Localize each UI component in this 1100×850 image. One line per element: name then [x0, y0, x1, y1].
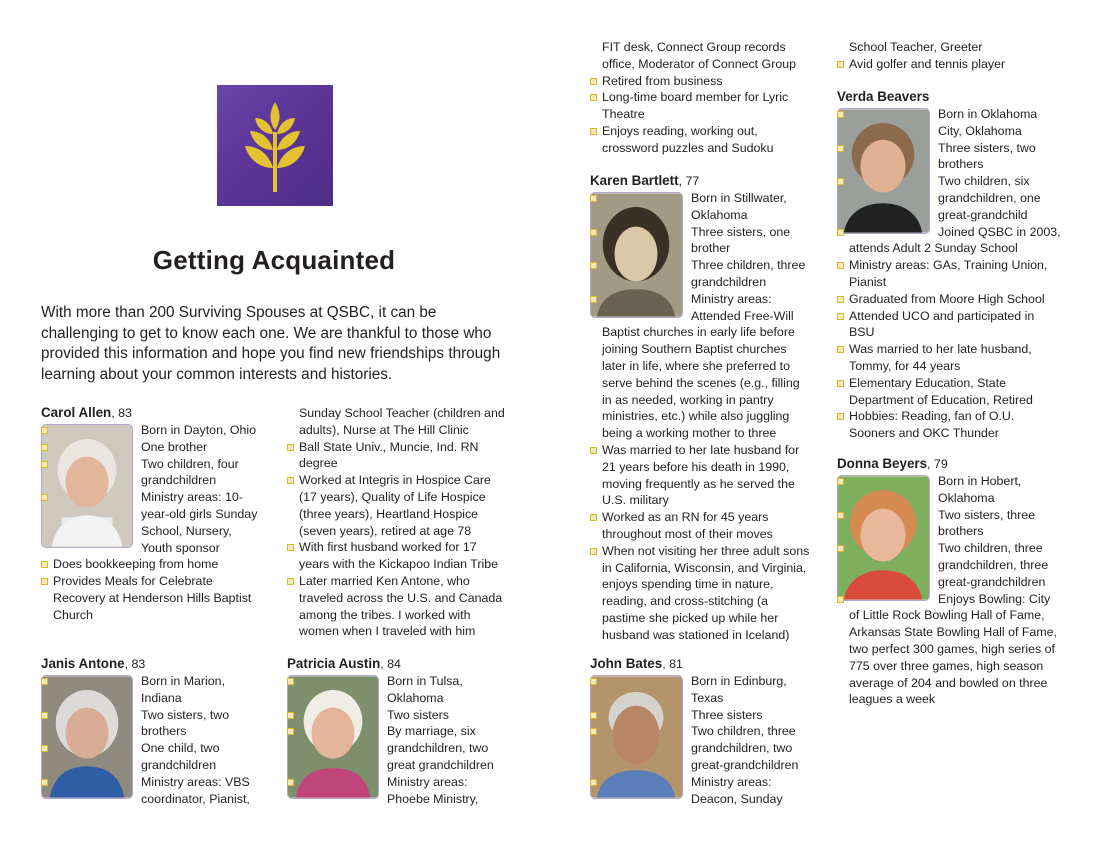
profile-name: Patricia Austin — [287, 656, 381, 671]
list-item: Two sisters, three brothers — [837, 507, 1061, 541]
list-item: Three children, three grandchildren — [590, 257, 812, 291]
list-item: With first husband worked for 17 years with the Kickapoo Indian Tribe — [287, 539, 507, 573]
list-item: Worked at Integris in Hospice Care (17 years), Quality of Life Hospice (three years), Heartland Hospice (seven years), retired at age 78 — [287, 472, 507, 539]
list-item: Ministry areas: Phoebe Ministry, — [287, 774, 511, 808]
profile-carol-continued — [287, 405, 507, 640]
profile-age: , 81 — [662, 657, 683, 671]
profile-john-continued — [837, 39, 1061, 73]
profile-donna-beyers — [837, 456, 1061, 708]
profile-age: , 83 — [111, 406, 132, 420]
list-item: When not visiting her three adult sons in California, Wisconsin, and Virginia, enjoys spending time in nature, reading, and cross-stitching (a pastime she picked up while her husband was stationed in Iceland) — [590, 543, 812, 644]
profile-name: John Bates — [590, 656, 663, 671]
list-item: Born in Edinburg, Texas — [590, 673, 812, 707]
list-item: Long-time board member for Lyric Theatre — [590, 89, 812, 123]
list-item: Sunday School Teacher (children and adults), Nurse at The Hill Clinic — [299, 406, 505, 437]
list-item: Two sisters, two brothers — [41, 707, 266, 741]
list-item: Born in Tulsa, Oklahoma — [287, 673, 511, 707]
profile-verda-beavers — [837, 89, 1061, 442]
list-item: Ministry areas: VBS coordinator, Pianist, — [41, 774, 266, 808]
page-title: Getting Acquainted — [152, 245, 396, 275]
list-item: Enjoys reading, working out, crossword puzzles and Sudoku — [590, 123, 812, 157]
list-item: Born in Marion, Indiana — [41, 673, 266, 707]
list-item: Provides Meals for Celebrate Recovery at Henderson Hills Baptist Church — [41, 573, 263, 623]
list-item: Hobbies: Reading, fan of O.U. Sooners and OKC Thunder — [837, 408, 1061, 442]
list-item: Ministry areas: Attended Free-Will Baptist churches in early life before joining Southern Baptist churches later in life, where she preferred to serve behind the scenes (e.g., filling in as needed, working in pantry ministries, etc.) while also juggling being a working mother to three — [590, 291, 812, 442]
list-item: FIT desk, Connect Group records office, Moderator of Connect Group — [602, 40, 796, 71]
wheat-icon — [240, 98, 310, 194]
list-item: Joined QSBC in 2003, attends Adult 2 Sunday School — [837, 224, 1061, 258]
list-item: By marriage, six grandchildren, two great grandchildren — [287, 723, 511, 773]
profile-name: Karen Bartlett — [590, 173, 679, 188]
profile-john-bates — [590, 656, 812, 826]
list-item: School Teacher, Greeter — [849, 40, 983, 54]
list-item: Worked as an RN for 45 years throughout most of their moves — [590, 509, 812, 543]
list-item: Graduated from Moore High School — [837, 291, 1061, 308]
profile-patricia-austin — [287, 656, 511, 826]
list-item: Three sisters — [590, 707, 812, 724]
profile-age: , 77 — [678, 174, 700, 188]
list-item: Elementary Education, State Department of Education, Retired — [837, 375, 1061, 409]
profile-name: Carol Allen — [41, 405, 112, 420]
list-item: Was married to her late husband for 21 years before his death in 1990, moving frequently as he served the U.S. military — [590, 442, 812, 509]
list-item: Born in Dayton, Ohio — [41, 422, 263, 439]
profile-age: , 84 — [380, 657, 401, 671]
list-item: Born in Stillwater, Oklahoma — [590, 190, 812, 224]
list-item: Two children, six grandchildren, one great-grandchild — [837, 173, 1061, 223]
list-item: Ministry areas: Deacon, Sunday — [590, 774, 812, 808]
intro-paragraph: With more than 200 Surviving Spouses at QSBC, it can be challenging to get to know each one. We are thankful to those who provided this information and hope you find new friendships through learning about your common interests and histories. — [41, 304, 501, 383]
profile-name: Verda Beavers — [837, 89, 930, 104]
profile-karen-bartlett — [590, 173, 812, 644]
profile-carol-allen — [41, 405, 263, 624]
list-item: Two sisters — [287, 707, 511, 724]
profile-age: , 83 — [124, 657, 146, 671]
profile-age: , 79 — [927, 457, 948, 471]
list-item: Three sisters, two brothers — [837, 140, 1061, 174]
list-item: Two children, four grandchildren — [41, 456, 263, 490]
list-item: Ministry areas: 10-year-old girls Sunday School, Nursery, Youth sponsor — [41, 489, 263, 556]
profile-name: Donna Beyers — [837, 456, 928, 471]
profile-name: Janis Antone — [41, 656, 125, 671]
list-item: One brother — [41, 439, 263, 456]
list-item: One child, two grandchildren — [41, 740, 266, 774]
list-item: Three sisters, one brother — [590, 224, 812, 258]
list-item: Enjoys Bowling: City of Little Rock Bowling Hall of Fame, Arkansas State Bowling Hall of Fame, two perfect 300 games, high series of 775 over three games, high season average of 204 and bowled on three leagues a week — [837, 591, 1061, 709]
list-item: Ball State Univ., Muncie, Ind. RN degree — [287, 439, 507, 473]
list-item: Was married to her late husband, Tommy, for 44 years — [837, 341, 1061, 375]
list-item: Does bookkeeping from home — [41, 556, 263, 573]
list-item: Born in Hobert, Oklahoma — [837, 473, 1061, 507]
list-item: Born in Oklahoma City, Oklahoma — [837, 106, 1061, 140]
list-item: Attended UCO and participated in BSU — [837, 308, 1061, 342]
list-item: Ministry areas: GAs, Training Union, Pianist — [837, 257, 1061, 291]
list-item: Retired from business — [590, 73, 812, 90]
list-item: Two children, three grandchildren, two great-grandchildren — [590, 723, 812, 773]
list-item: Later married Ken Antone, who traveled across the U.S. and Canada among the tribes. I worked with women when I traveled with him — [287, 573, 507, 640]
profile-patricia-continued — [590, 39, 812, 157]
wheat-logo — [217, 85, 333, 206]
list-item: Two children, three grandchildren, three great-grandchildren — [837, 540, 1061, 590]
list-item: Avid golfer and tennis player — [837, 56, 1061, 73]
profile-janis-antone — [41, 656, 266, 826]
